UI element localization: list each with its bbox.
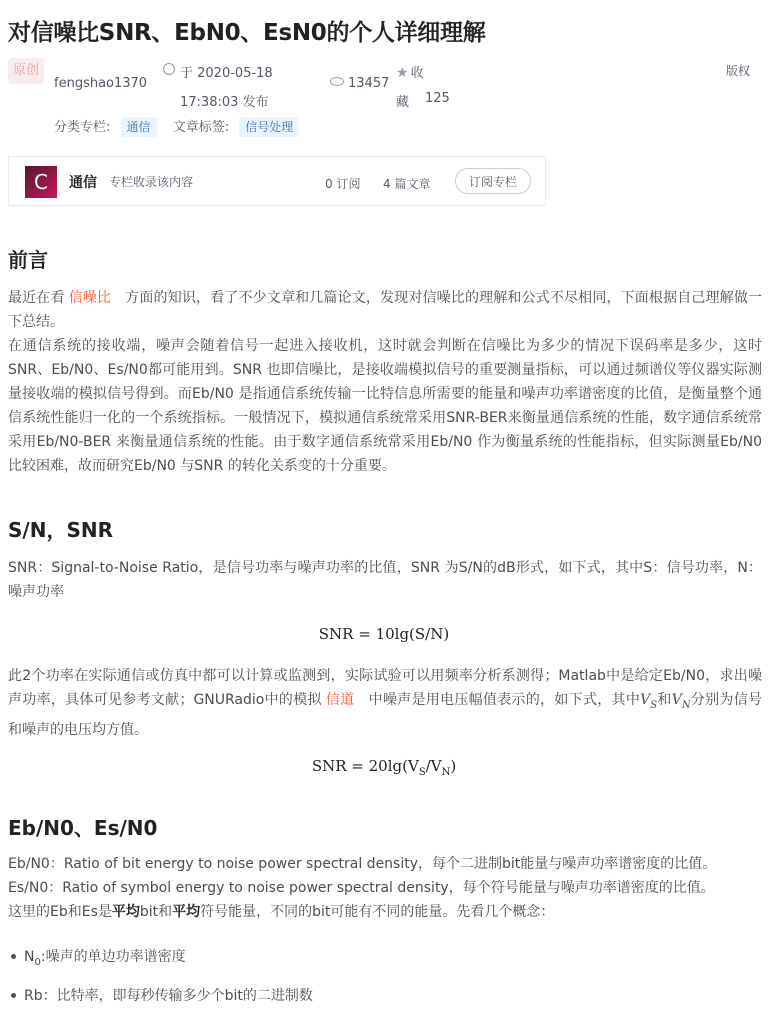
author-link[interactable]: fengshao1370 [54, 76, 148, 91]
star-icon: ★ [396, 65, 409, 81]
original-badge: 原创 [8, 58, 44, 84]
publish-time: 17:38:03 发布 [180, 95, 269, 110]
article-tag[interactable]: 信号处理 [239, 117, 299, 137]
list-item: Rb：比特率，即每秒传输多少个bit的二进制数 [24, 985, 313, 1005]
bullet1-b: :噪声的单边功率谱密度 [40, 949, 186, 965]
p1-text-b: 方面的知识，看了不少文章和几篇论文，发现对信噪比的理解和公式不尽相同，下面根据自己理解做一下总结。 [8, 290, 763, 330]
var-vs-base: V [640, 692, 651, 708]
f2-b: /V [425, 757, 442, 775]
f2-sub2: N [441, 767, 451, 778]
p4-text-c: 分别为信号和噪声的电压均方值。 [8, 692, 762, 738]
paragraph-5: Eb/N0：Ratio of bit energy to noise power spectral density，每个二进制bit能量与噪声功率谱密度的比值。 [8, 856, 717, 872]
p4-and: 和 [657, 692, 672, 708]
f2-a: SNR = 20lg(V [311, 757, 419, 775]
snr-heading: S/N，SNR [8, 518, 113, 542]
view-count [330, 76, 389, 91]
subscribe-column-button[interactable]: 订阅专栏 [455, 168, 531, 194]
p1-text-a: 最近在看 [8, 290, 65, 306]
bullet1-a: N [24, 949, 35, 965]
column-logo[interactable]: C [25, 166, 57, 198]
var-vn-base: V [671, 692, 682, 708]
tags-label: 文章标签: [172, 120, 230, 135]
bullet1-sub: 0 [34, 956, 41, 968]
favorite-count: 125 [425, 91, 450, 106]
favorite-label-2: 藏 [396, 95, 410, 110]
snr-link[interactable]: 信噪比 [68, 290, 112, 306]
column-name[interactable]: 通信 [69, 175, 97, 191]
category-row [54, 116, 311, 137]
eye-icon [330, 77, 344, 86]
formula-snr-voltage [0, 757, 768, 778]
favorite-button[interactable] [396, 62, 424, 81]
var-vn [671, 692, 691, 711]
channel-link[interactable]: 信道 [325, 692, 355, 708]
var-vs-sub: S [650, 699, 658, 711]
category-tag[interactable]: 通信 [121, 117, 157, 137]
var-vn-sub: N [681, 699, 691, 711]
article-title: 对信噪比SNR、EbN0、EsN0的个人详细理解 [8, 20, 486, 46]
p7-a: 这里的Eb和Es是 [8, 904, 112, 920]
list-item [24, 946, 186, 968]
clock-icon [163, 63, 175, 75]
column-articles: 4 篇文章 [383, 177, 431, 191]
view-count-value: 13457 [348, 76, 390, 91]
p7-bold-1: 平均 [111, 904, 140, 920]
p7-d: 符号能量，不同的bit可能有不同的能量。先看几个概念： [200, 904, 555, 920]
p4-text-a: 此2个功率在实际通信或仿真中都可以计算或监测到，实际试验可以用频率分析系测得；Matlab中是给定Eb/N0，求出噪声功率，具体可见参考文献；GNURadio中的模拟 [8, 668, 762, 708]
p4-text-b: 中噪声是用电压幅值表示的，如下式，其中 [368, 692, 641, 708]
paragraph-2: 在通信系统的接收端，噪声会随着信号一起进入接收机，这时就会判断在信噪比为多少的情况下误码率是多少，这时SNR、Eb/N0、Es/N0都可能用到。SNR 也即信噪比，是接收端模拟信号的重要测量指标，可以通过频谱仪等仪器实际测量接收端的模拟信号得到。而Eb/N0 是指通信系统传输一比特信息所需要的能量和噪声功率谱密度的比值，是衡量整个通信系统性能归一化的一个系统指标。一般情况下，模拟通信系统常采用SNR-BER来衡量通信系统的性能，数字通信系统常采用Eb/N0-BER 来衡量通信系统的性能。由于数字通信系统常采用Eb/N0 作为衡量系统的性能指标，但实际测量Eb/N0 比较困难，故而研究Eb/N0 与SNR 的转化关系变的十分重要。 [8, 338, 762, 474]
var-vs [640, 692, 658, 711]
p7-c: bit和 [139, 904, 173, 920]
preface-heading: 前言 [8, 248, 48, 272]
publish-date: 于 2020-05-18 [180, 66, 273, 81]
ebno-heading: Eb/N0、Es/N0 [8, 816, 158, 840]
paragraph-7 [8, 900, 762, 924]
f2-c: ) [450, 757, 457, 775]
column-subscriptions: 0 订阅 [325, 177, 361, 191]
column-card [8, 156, 546, 206]
favorite-label-1: 收 [410, 66, 424, 81]
paragraph-4 [8, 664, 762, 742]
copyright-link[interactable]: 版权 [726, 64, 751, 78]
paragraph-3: SNR：Signal-to-Noise Ratio，是信号功率与噪声功率的比值，SNR 为S/N的dB形式，如下式，其中S：信号功率，N：噪声功率 [8, 560, 762, 600]
f2-sub1: S [418, 767, 426, 778]
paragraph-6: Es/N0：Ratio of symbol energy to noise power spectral density，每个符号能量与噪声功率谱密度的比值。 [8, 880, 715, 896]
p7-bold-2: 平均 [172, 904, 201, 920]
category-label: 分类专栏: [54, 120, 111, 135]
paragraph-1 [8, 286, 762, 334]
column-description: 专栏收录该内容 [109, 175, 194, 189]
formula-snr-power: SNR = 10lg(S/N) [318, 625, 450, 643]
